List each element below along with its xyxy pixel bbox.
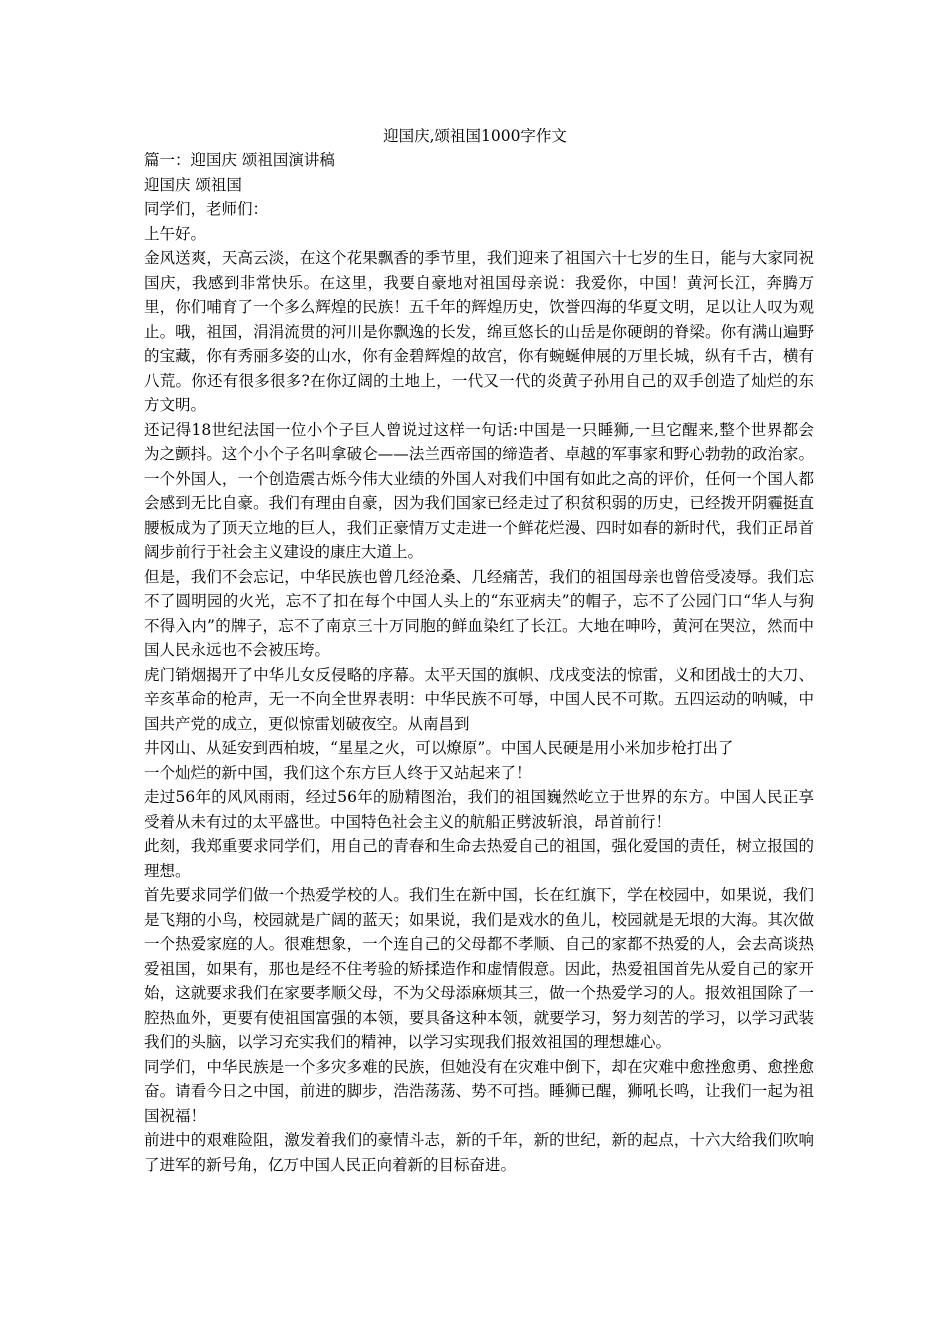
paragraph: 同学们，中华民族是一个多灾多难的民族，但她没有在灾难中倒下，却在灾难中愈挫愈勇、愈挫愈奋。请看今日之中国，前进的脚步，浩浩荡荡、势不可挡。睡狮已醒，狮吼长鸣，让我们一起为祖国祝福！ — [144, 1057, 814, 1125]
document-title: 迎国庆,颂祖国1000字作文 — [383, 127, 567, 145]
paragraph: 但是，我们不会忘记，中华民族也曾几经沧桑、几经痛苦，我们的祖国母亲也曾倍受凌辱。我们忘不了圆明园的火光，忘不了扣在每个中国人头上的“东亚病夫”的帽子，忘不了公园门口“华人与狗不得入内”的牌子，忘不了南京三十万同胞的鲜血染红了长江。大地在呻吟，黄河在哭泣，然而中国人民永远也不会被压垮。 — [144, 567, 814, 659]
salutation: 同学们，老师们： — [144, 200, 269, 218]
paragraph: 前进中的艰难险阻，激发着我们的豪情斗志，新的千年，新的世纪，新的起点，十六大给我们吹响了进军的新号角，亿万中国人民正向着新的目标奋进。 — [144, 1131, 814, 1174]
speech-title: 迎国庆 颂祖国 — [144, 175, 242, 194]
section-heading: 篇一：迎国庆 颂祖国演讲稿 — [144, 151, 335, 169]
paragraph: 虎门销烟揭开了中华儿女反侵略的序幕。太平天国的旗帜、戊戌变法的惊雷，义和团战士的大刀、辛亥革命的枪声，无一不向全世界表明：中华民族不可辱，中国人民不可欺。五四运动的呐喊，中国共产党的成立，更似惊雷划破夜空。从南昌到 — [144, 665, 814, 733]
paragraph: 首先要求同学们做一个热爱学校的人。我们生在新中国，长在红旗下，学在校园中，如果说，我们是飞翔的小鸟，校园就是广阔的蓝天；如果说，我们是戏水的鱼儿，校园就是无垠的大海。其次做一个热爱家庭的人。很难想象，一个连自己的父母都不孝顺、自己的家都不热爱的人，会去高谈热爱祖国，如果有，那也是经不住考验的矫揉造作和虚情假意。因此，热爱祖国首先从爱自己的家开始，这就要求我们在家要孝顺父母，不为父母添麻烦其三，做一个热爱学习的人。报效祖国除了一腔热血外，更要有使祖国富强的本领，要具备这种本领，就要学习，努力刻苦的学习，以学习武装我们的头脑，以学习充实我们的精神，以学习实现我们报效祖国的理想雄心。 — [144, 886, 814, 1051]
paragraph: 走过56年的风风雨雨，经过56年的励精图治，我们的祖国巍然屹立于世界的东方。中国人民正享受着从未有过的太平盛世。中国特色社会主义的航船正劈波斩浪，昂首前行！ — [144, 788, 814, 831]
paragraph: 此刻，我郑重要求同学们，用自己的青春和生命去热爱自己的祖国，强化爱国的责任，树立报国的理想。 — [144, 837, 814, 880]
paragraph: 还记得18世纪法国一位小个子巨人曾说过这样一句话:中国是一只睡狮,一旦它醒来,整个世界都会为之颤抖。这个小个子名叫拿破仑——法兰西帝国的缔造者、卓越的军事家和野心勃勃的政治家。一个外国人，一个创造震古烁今伟大业绩的外国人对我们中国有如此之高的评价，任何一个国人都会感到无比自豪。我们有理由自豪，因为我们国家已经走过了积贫积弱的历史，已经拨开阴霾挺直腰板成为了顶天立地的巨人，我们正豪情万丈走进一个鲜花烂漫、四时如春的新时代，我们正昂首阔步前行于社会主义建设的康庄大道上。 — [144, 420, 814, 561]
greeting: 上午好。 — [144, 224, 207, 243]
paragraph-line: 井冈山、从延安到西柏坡，“星星之火，可以燎原”。中国人民硬是用小米加步枪打出了 — [144, 739, 734, 757]
document-body — [144, 148, 814, 1177]
paragraph: 金风送爽，天高云淡，在这个花果飘香的季节里，我们迎来了祖国六十七岁的生日，能与大家同祝国庆，我感到非常快乐。在这里，我要自豪地对祖国母亲说：我爱你，中国！黄河长江，奔腾万里，你们哺育了一个多么辉煌的民族！五千年的辉煌历史，饮誉四海的华夏文明，足以让人叹为观止。哦，祖国，涓涓流贯的河川是你飘逸的长发，绵亘悠长的山岳是你硬朗的脊梁。你有满山遍野的宝藏，你有秀丽多姿的山水，你有金碧辉煌的故宫，你有蜿蜒伸展的万里长城，纵有千古，横有八荒。你还有很多很多?在你辽阔的土地上，一代又一代的炎黄子孙用自己的双手创造了灿烂的东方文明。 — [144, 249, 814, 414]
paragraph-line: 一个灿烂的新中国，我们这个东方巨人终于又站起来了！ — [144, 763, 532, 782]
